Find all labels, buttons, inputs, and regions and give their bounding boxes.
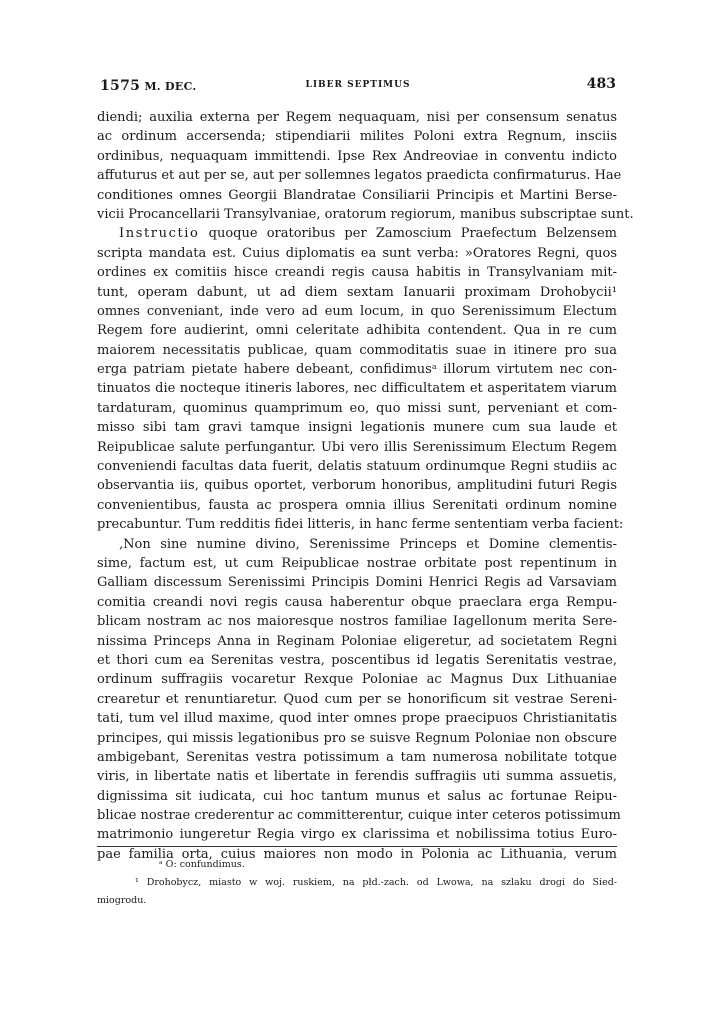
text-line: blicam nostram ac nos maioresque nostros familiae Iagellonum merita Sere- (97, 614, 617, 630)
paragraph-instructio (97, 224, 624, 534)
footnote-1-continuation: miogrodu. (97, 895, 147, 906)
footnote-1: ¹ Drohobycz, miasto w woj. ruskiem, na płd.-zach. od Lwowa, na szlaku drogi do Sied- (135, 877, 617, 888)
footnote-a: ᵃ O: confundimus. (159, 859, 245, 870)
text-fragment: quoque oratoribus per Zamoscium Praefectum Belzensem (199, 226, 617, 242)
text-line: ‚Non sine numine divino, Serenissime Princeps et Domine clementis- (119, 536, 617, 552)
paragraph-conditions (97, 108, 634, 224)
header-year: 1575 (100, 78, 141, 94)
text-line: nissima Princeps Anna in Reginam Poloniae eligeretur, ad societatem Regni (97, 633, 617, 649)
text-line: ambigebant, Serenitas vestra potissimum a tam numerosa nobilitate totque (97, 749, 617, 765)
text-line: Regem fore audierint, omni celeritate adhibita contendent. Qua in re cum (97, 323, 617, 339)
text-line: Galliam discessum Serenissimi Principis Domini Henrici Regis ad Varsaviam (97, 575, 617, 591)
text-line: diendi; auxilia externa per Regem nequaquam, nisi per consensum senatus (97, 110, 617, 125)
text-line: principes, qui missis legationibus pro se suisve Regnum Poloniae non obscure (97, 730, 617, 746)
text-line: blicae nostrae crederentur ac committerentur, cuique inter ceteros potissimum (97, 808, 621, 824)
paragraph-oration (97, 535, 621, 865)
text-line: dignissima sit iudicata, cui hoc tantum munus et salus ac fortunae Reipu- (97, 788, 617, 804)
running-header (100, 76, 616, 96)
text-line: conditiones omnes Georgii Blandratae Consiliarii Principis et Martini Berse- (97, 187, 617, 203)
text-line: Reipublicae salute perfungantur. Ubi vero illis Serenissimum Electum Regem (97, 439, 617, 455)
text-line: tunt, operam dabunt, ut ad diem sextam Ianuarii proximam Drohobycii¹ (97, 284, 617, 300)
text-line: et thori cum ea Serenitas vestra, poscentibus id legatis Serenitatis vestrae, (97, 652, 617, 668)
text-line: observantia iis, quibus oportet, verborum honoribus, amplitudini futuri Regis (97, 478, 617, 494)
text-line: ordines ex comitiis hisce creandi regis causa habitis in Transylvaniam mit- (97, 265, 617, 281)
text-line: conveniendi facultas data fuerit, delatis statuum ordinumque Regni studiis ac (97, 459, 617, 475)
text-line: pae familia orta, cuius maiores non modo in Polonia ac Lithuania, verum (97, 846, 617, 862)
text-line (97, 224, 617, 243)
spaced-heading-word: Instructio (119, 226, 200, 242)
text-line: sime, factum est, ut cum Reipublicae nostrae orbitate post repentinum in (97, 555, 617, 571)
text-line: vicii Procancellarii Transylvaniae, oratorum regiorum, manibus subscriptae sunt. (97, 206, 634, 222)
text-line: convenientibus, fausta ac prospera omnia illius Serenitati ordinum nomine (97, 497, 617, 513)
header-title: LIBER SEPTIMUS (305, 80, 411, 90)
header-month: M. DEC. (144, 80, 197, 93)
text-line: ordinibus, nequaquam immittendi. Ipse Rex Andreoviae in conventu indicto (97, 148, 617, 164)
text-line: tinuatos die nocteque itineris labores, nec difficultatem et asperitatem viarum (97, 381, 617, 397)
text-line: tati, tum vel illud maxime, quod inter omnes prope praecipuos Christianitatis (97, 711, 617, 727)
text-line: omnes conveniant, inde vero ad eum locum, in quo Serenissimum Electum (97, 303, 617, 319)
text-line: precabuntur. Tum redditis fidei litteris, in hanc ferme sententiam verba facient: (97, 517, 624, 533)
text-line: affuturus et aut per se, aut per sollemnes legatos praedicta confirmaturus. Hae (97, 168, 622, 184)
text-line: matrimonio iungeretur Regia virgo ex clarissima et nobilissima totius Euro- (97, 827, 617, 843)
text-line: ordinum suffragiis vocaretur Rexque Poloniae ac Magnus Dux Lithuaniae (97, 672, 617, 688)
text-line: erga patriam pietate habere debeant, confidimusᵃ illorum virtutem nec con- (97, 362, 617, 378)
text-line: viris, in libertate natis et libertate in ferendis suffragiis uti summa assuetis, (97, 769, 617, 785)
text-line: crearetur et renuntiaretur. Quod cum per se honorificum sit vestrae Sereni- (97, 691, 617, 707)
text-line: tardaturam, quominus quamprimum eo, quo missi sunt, perveniant et com- (97, 400, 617, 416)
footnotes (97, 856, 617, 910)
footnote-divider (97, 846, 617, 847)
text-line: scripta mandata est. Cuius diplomatis ea sunt verba: »Oratores Regni, quos (97, 245, 617, 261)
main-text (97, 108, 634, 864)
text-line: maiorem necessitatis publicae, quam commoditatis suae in itinere pro sua (97, 342, 617, 358)
text-line: ac ordinum accersenda; stipendiarii milites Poloni extra Regnum, insciis (97, 129, 617, 145)
page-number: 483 (586, 76, 616, 92)
text-line: comitia creandi novi regis causa haberentur obque praeclara erga Rempu- (97, 594, 617, 610)
text-line: misso sibi tam gravi tamque insigni legationis munere cum sua laude et (97, 420, 617, 436)
